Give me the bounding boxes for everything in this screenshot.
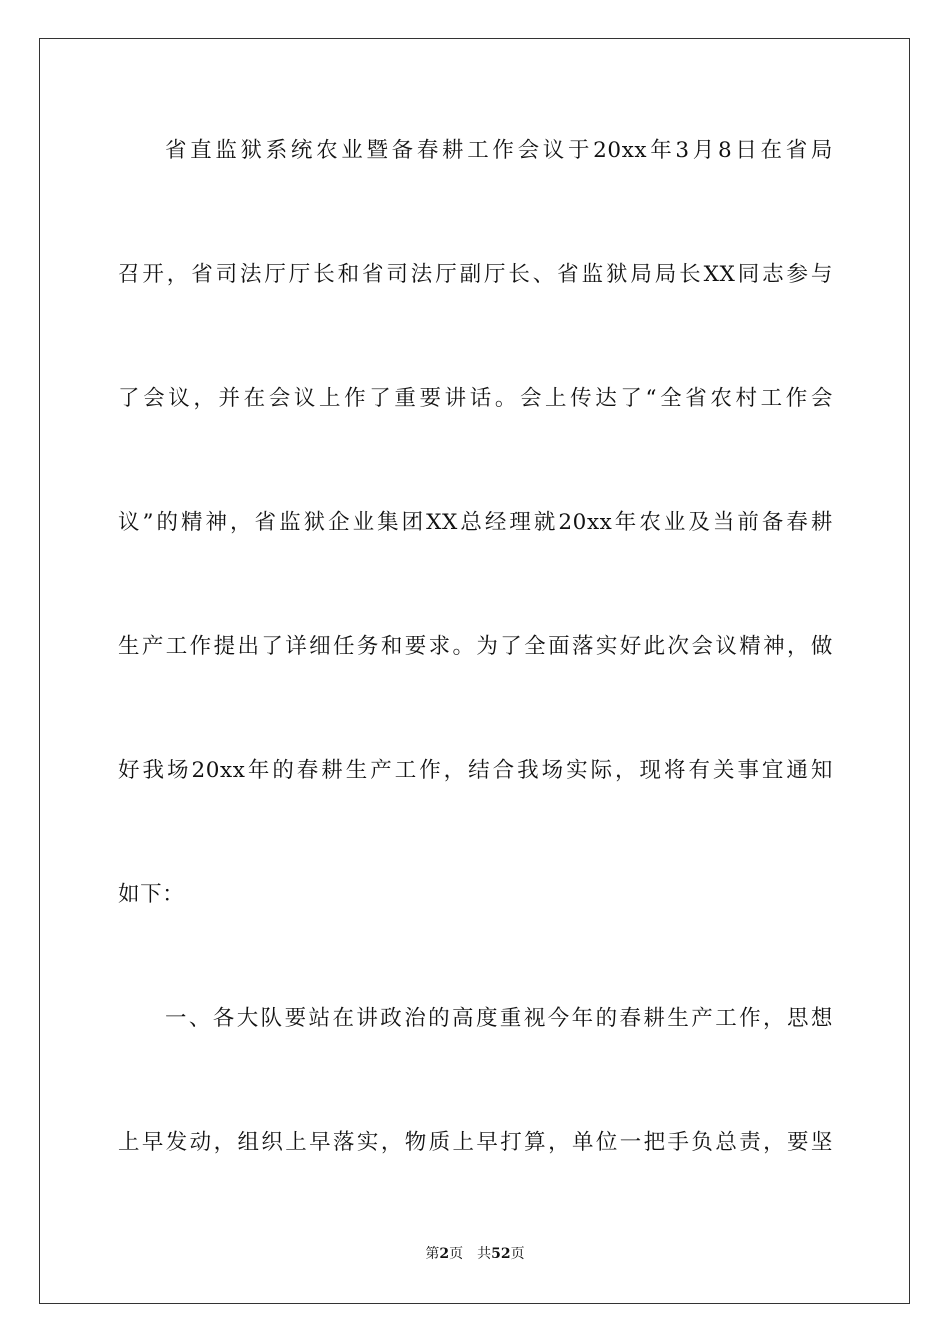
page-number: 2 [439,1246,450,1262]
paragraph-line: 一、各大队要站在讲政治的高度重视今年的春耕生产工作，思想 [165,1006,833,1031]
total-pages: 52 [491,1246,511,1262]
page-suffix: 页 [449,1246,464,1262]
paragraph-line: 议”的精神，省监狱企业集团XX总经理就20xx年农业及当前备春耕 [118,510,833,535]
paragraph-line: 好我场20xx年的春耕生产工作，结合我场实际，现将有关事宜通知 [118,758,833,783]
total-suffix: 页 [510,1246,525,1262]
paragraph-line: 省直监狱系统农业暨备春耕工作会议于20xx年3月8日在省局 [165,138,833,163]
paragraph-line: 生产工作提出了详细任务和要求。为了全面落实好此次会议精神，做 [118,634,833,659]
total-prefix: 共 [477,1246,492,1262]
paragraph-line: 了会议，并在会议上作了重要讲话。会上传达了“全省农村工作会 [118,386,833,411]
page-border [39,38,910,1304]
paragraph-line: 上早发动，组织上早落实，物质上早打算，单位一把手负总责，要坚 [118,1130,833,1155]
page-footer [0,1244,950,1264]
paragraph-line: 召开，省司法厅厅长和省司法厅副厅长、省监狱局局长XX同志参与 [118,262,833,287]
paragraph-line: 如下： [118,882,185,907]
page-prefix: 第 [425,1246,440,1262]
